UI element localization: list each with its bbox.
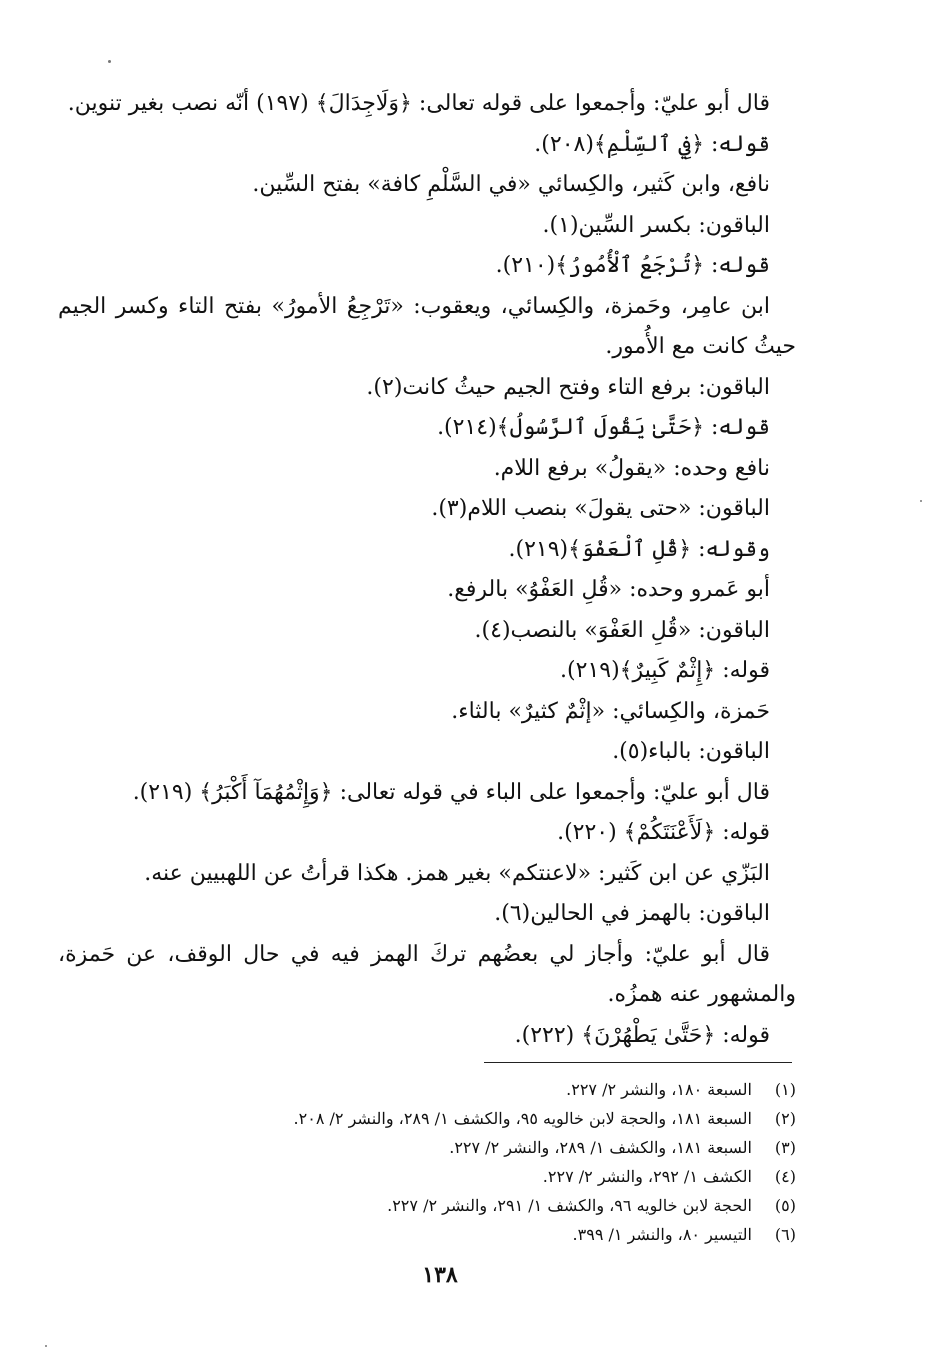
footnote-number: (٢) bbox=[774, 1109, 796, 1128]
text-line: قوله: ﴿تُرْجَعُ ٱلْأُمُورُ﴾(٢١٠). bbox=[495, 253, 770, 278]
scan-speck bbox=[920, 500, 922, 502]
footnotes bbox=[150, 1075, 796, 1249]
footnote-text: الكشف ١/ ٢٩٢، والنشر ٢/ ٢٢٧. bbox=[542, 1167, 752, 1186]
text-line: الباقون: بالهمز في الحالين(٦). bbox=[494, 901, 770, 926]
text-line: الباقون: «حتى يقولَ» بنصب اللام(٣). bbox=[431, 496, 770, 521]
text-line: قوله: ﴿حَتَّىٰ يَطْهُرْنَ﴾ (٢٢٢). bbox=[514, 1022, 770, 1048]
footnote-number: (٥) bbox=[774, 1196, 796, 1215]
footnote-text: الحجة لابن خالويه ٩٦، والكشف ١/ ٢٩١، والنشر ٢/ ٢٢٧. bbox=[387, 1196, 752, 1215]
footnote-item bbox=[150, 1133, 796, 1162]
footnote-item bbox=[150, 1104, 796, 1133]
footnote-text: التيسير ٨٠، والنشر ١/ ٣٩٩. bbox=[572, 1225, 752, 1244]
text-line: وقوله: ﴿قُلِ ٱلْعَفْوَ﴾(٢١٩). bbox=[508, 536, 770, 562]
footnote-separator bbox=[484, 1062, 792, 1063]
text-line: قوله: ﴿حَتَّىٰ يَقُولَ ٱلرَّسُولُ﴾(٢١٤). bbox=[437, 415, 770, 440]
text-line: البَزّي عن ابن كَثير: «لاعنتكم» بغير همز. هكذا قرأتُ عن اللهبيين عنه. bbox=[144, 860, 770, 886]
footnote-item bbox=[150, 1220, 796, 1249]
footnote-number: (٦) bbox=[774, 1225, 796, 1244]
text-line: قال أبو عليّ: وأجمعوا على الباء في قوله تعالى: ﴿وَإِثْمُهُمَآ أَكْبَرُ﴾ (٢١٩). bbox=[132, 779, 770, 805]
text-line: قوله: ﴿فِي ٱلسِّلْمِ﴾(٢٠٨). bbox=[534, 131, 770, 157]
text-line: نافع وحده: «يقولُ» برفع اللام. bbox=[493, 455, 770, 481]
footnote-number: (٤) bbox=[774, 1167, 796, 1186]
footnote-text: السبعة ١٨١، والحجة لابن خالويه ٩٥، والكشف ١/ ٢٨٩، والنشر ٢/ ٢٠٨. bbox=[293, 1109, 752, 1128]
text-line: قوله: ﴿إِثْمٌ كَبِيرٌ﴾(٢١٩). bbox=[560, 658, 770, 683]
text-line: نافع، وابن كَثير، والكِسائي «في السَّلْمِ كافة» بفتح السِّين. bbox=[252, 172, 770, 197]
text-line: الباقون: بكسر السِّين(١). bbox=[542, 212, 770, 238]
text-line: حَمزة، والكِسائي: «إثْمٌ كثيرٌ» بالثاء. bbox=[451, 698, 770, 724]
text-line: الباقون: «قُلِ العَفْوَ» بالنصب(٤). bbox=[474, 617, 770, 643]
footnote-number: (٣) bbox=[774, 1138, 796, 1157]
scan-speck bbox=[45, 1345, 47, 1347]
main-text bbox=[58, 84, 796, 1056]
text-line: قال أبو عليّ: وأجمعوا على قوله تعالى: ﴿وَلَاجِدَالَ﴾ (١٩٧) أنّه نصب بغير تنوين. bbox=[67, 91, 770, 116]
footnote-item bbox=[150, 1075, 796, 1104]
footnote-number: (١) bbox=[774, 1080, 796, 1099]
footnote-item bbox=[150, 1191, 796, 1220]
footnote-item bbox=[150, 1162, 796, 1191]
text-line: الباقون: برفع التاء وفتح الجيم حيثُ كانت(٢). bbox=[366, 374, 770, 400]
page-number: ١٣٨ bbox=[422, 1262, 458, 1288]
footnote-text: السبعة ١٨٠، والنشر ٢/ ٢٢٧. bbox=[566, 1080, 752, 1099]
text-line: ابن عامِر، وحَمزة، والكِسائي، ويعقوب: «تَرْجِعُ الأمورُ» بفتح التاء وكسر الجيم bbox=[58, 293, 770, 319]
text-line: قال أبو عليّ: وأجاز لي بعضُهم تركَ الهمز فيه في حال الوقف، عن حَمزة، bbox=[58, 941, 770, 967]
text-line: الباقون: بالباء(٥). bbox=[612, 739, 770, 764]
scan-speck bbox=[108, 60, 111, 63]
text-line: حيثُ كانت مع الأُمور. bbox=[605, 334, 796, 359]
text-line: والمشهور عنه همزُه. bbox=[607, 982, 796, 1007]
text-line: أبو عَمرو وحده: «قُلِ العَفْوُ» بالرفع. bbox=[447, 577, 770, 602]
text-line: قوله: ﴿لَأَعْنَتَكُمْ﴾ (٢٢٠). bbox=[557, 820, 770, 845]
footnote-text: السبعة ١٨١، والكشف ١/ ٢٨٩، والنشر ٢/ ٢٢٧. bbox=[449, 1138, 752, 1157]
